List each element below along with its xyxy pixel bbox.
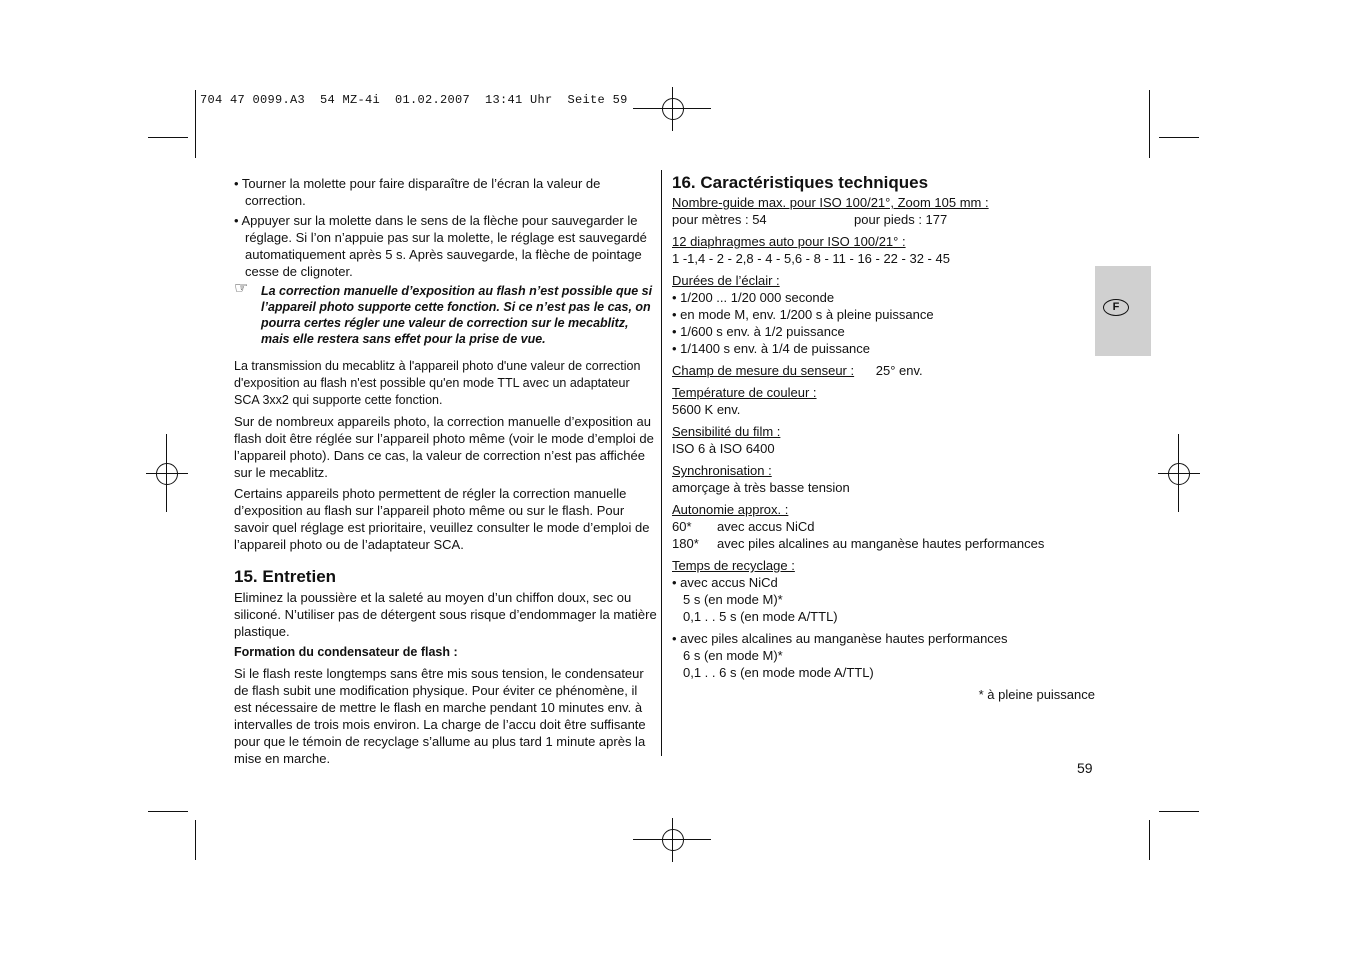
spec-recycle-time: Temps de recyclage : • avec accus NiCd 5 s (en mode M)* 0,1 . . 5 s (en mode A/TTL) • avec piles alcalines au manganèse hautes performances 6 s (en mode M)* 0,1 . . 6 s (en mode mode A/TTL)	[672, 557, 1097, 681]
section-heading-specs: 16. Caractéristiques techniques	[672, 173, 929, 192]
page-number: 59	[1077, 760, 1093, 776]
list-item: • 1/200 ... 1/20 000 seconde	[672, 290, 835, 305]
spec-apertures: 12 diaphragmes auto pour ISO 100/21° : 1 -1,4 - 2 - 2,8 - 4 - 5,6 - 8 - 11 - 16 - 22 - 32 - 45	[672, 234, 950, 266]
spec-guide-number: Nombre-guide max. pour ISO 100/21°, Zoom 105 mm : pour mètres : 54 pour pieds : 177	[672, 195, 989, 227]
list-item: • avec piles alcalines au manganèse hautes performances	[672, 631, 1008, 646]
section-heading-maintenance: 15. Entretien	[234, 567, 337, 586]
list-item: • 1/1400 s env. à 1/4 de puissance	[672, 341, 871, 356]
list-item: • 1/600 s env. à 1/2 puissance	[672, 324, 845, 339]
spec-synchronisation: Synchronisation : amorçage à très basse tension	[672, 463, 850, 495]
spec-autonomy: Autonomie approx. : 60* avec accus NiCd 180* avec piles alcalines au manganèse hautes performances	[672, 501, 1097, 552]
list-item: • avec accus NiCd	[672, 575, 778, 590]
left-column	[234, 175, 657, 771]
language-badge: F	[1103, 299, 1129, 316]
warning-note	[234, 280, 657, 347]
list-item: • en mode M, env. 1/200 s à pleine puissance	[672, 307, 934, 322]
list-item: 60* avec accus NiCd	[672, 519, 815, 534]
language-tab	[1095, 266, 1151, 356]
paragraph: Certains appareils photo permettent de régler la correction manuelle d’exposition au flash sur l’appareil photo même ou sur le flash. Pour savoir quel réglage est prioritaire, veuillez consulter le mode d’emploi de l’appareil photo ou de l’adaptateur SCA.	[234, 486, 650, 552]
paragraph: Si le flash reste longtemps sans être mis sous tension, le condensateur de flash subit une modification physique. Pour éviter ce phénomène, il est nécessaire de mettre le flash en marche pendant 10 minutes env. à intervalles de trois mois environ. La charge de l’accu doit être suffisante pour que le témoin de recyclage s’allume au plus tard 1 minute après la mise en marche.	[234, 666, 646, 766]
list-item: • Tourner la molette pour faire disparaître de l’écran la valeur de correction.	[234, 176, 601, 208]
pointing-hand-icon: ☞	[234, 280, 249, 297]
paragraph: Sur de nombreux appareils photo, la correction manuelle d’exposition au flash doit être réglée sur l’appareil photo même (voir le mode d’emploi de l’appareil photo). Dans ce cas, la valeur de correction n’est pas affichée sur le mecablitz.	[234, 414, 654, 480]
note-text: La correction manuelle d’exposition au flash n’est possible que si l’appareil photo supporte cette fonction. Si ce n’est pas le cas, on pourra certes régler une valeur de correction sur le mecablitz, mais elle restera sans effet pour la prise de vue.	[261, 284, 653, 346]
right-column	[672, 175, 1097, 703]
subheading: Formation du condensateur de flash :	[234, 645, 458, 659]
spec-flash-durations: Durées de l’éclair : • 1/200 ... 1/20 000 seconde • en mode M, env. 1/200 s à pleine puissance • 1/600 s env. à 1/2 puissance • 1/1400 s env. à 1/4 de puissance	[672, 272, 1097, 357]
footnote: * à pleine puissance	[978, 687, 1095, 702]
paragraph: Eliminez la poussière et la saleté au moyen d’un chiffon doux, sec ou siliconé. N’utiliser pas de détergent sous risque d’endommager la matière plastique.	[234, 590, 657, 639]
spec-film-sensitivity: Sensibilité du film : ISO 6 à ISO 6400	[672, 424, 781, 456]
print-slug: 704 47 0099.A3 54 MZ-4i 01.02.2007 13:41 Uhr Seite 59	[200, 93, 628, 107]
list-item: • Appuyer sur la molette dans le sens de la flèche pour sauvegarder le réglage. Si l’on n’appuie pas sur la molette, le réglage est sauvegardé automatiquement après 5 s. Après sauvegarde, la flèche de pointage cesse de clignoter.	[234, 213, 647, 279]
paragraph: La transmission du mecablitz à l'appareil photo d'une valeur de correction d'exposition au flash n'est possible qu'en mode TTL avec un adaptateur SCA 3xx2 qui supporte cette fonction.	[234, 359, 641, 407]
list-item: 180* avec piles alcalines au manganèse hautes performances	[672, 536, 1045, 551]
spec-color-temperature: Température de couleur : 5600 K env.	[672, 385, 817, 417]
spec-sensor: Champ de mesure du senseur : 25° env.	[672, 363, 923, 378]
column-divider	[661, 170, 662, 756]
